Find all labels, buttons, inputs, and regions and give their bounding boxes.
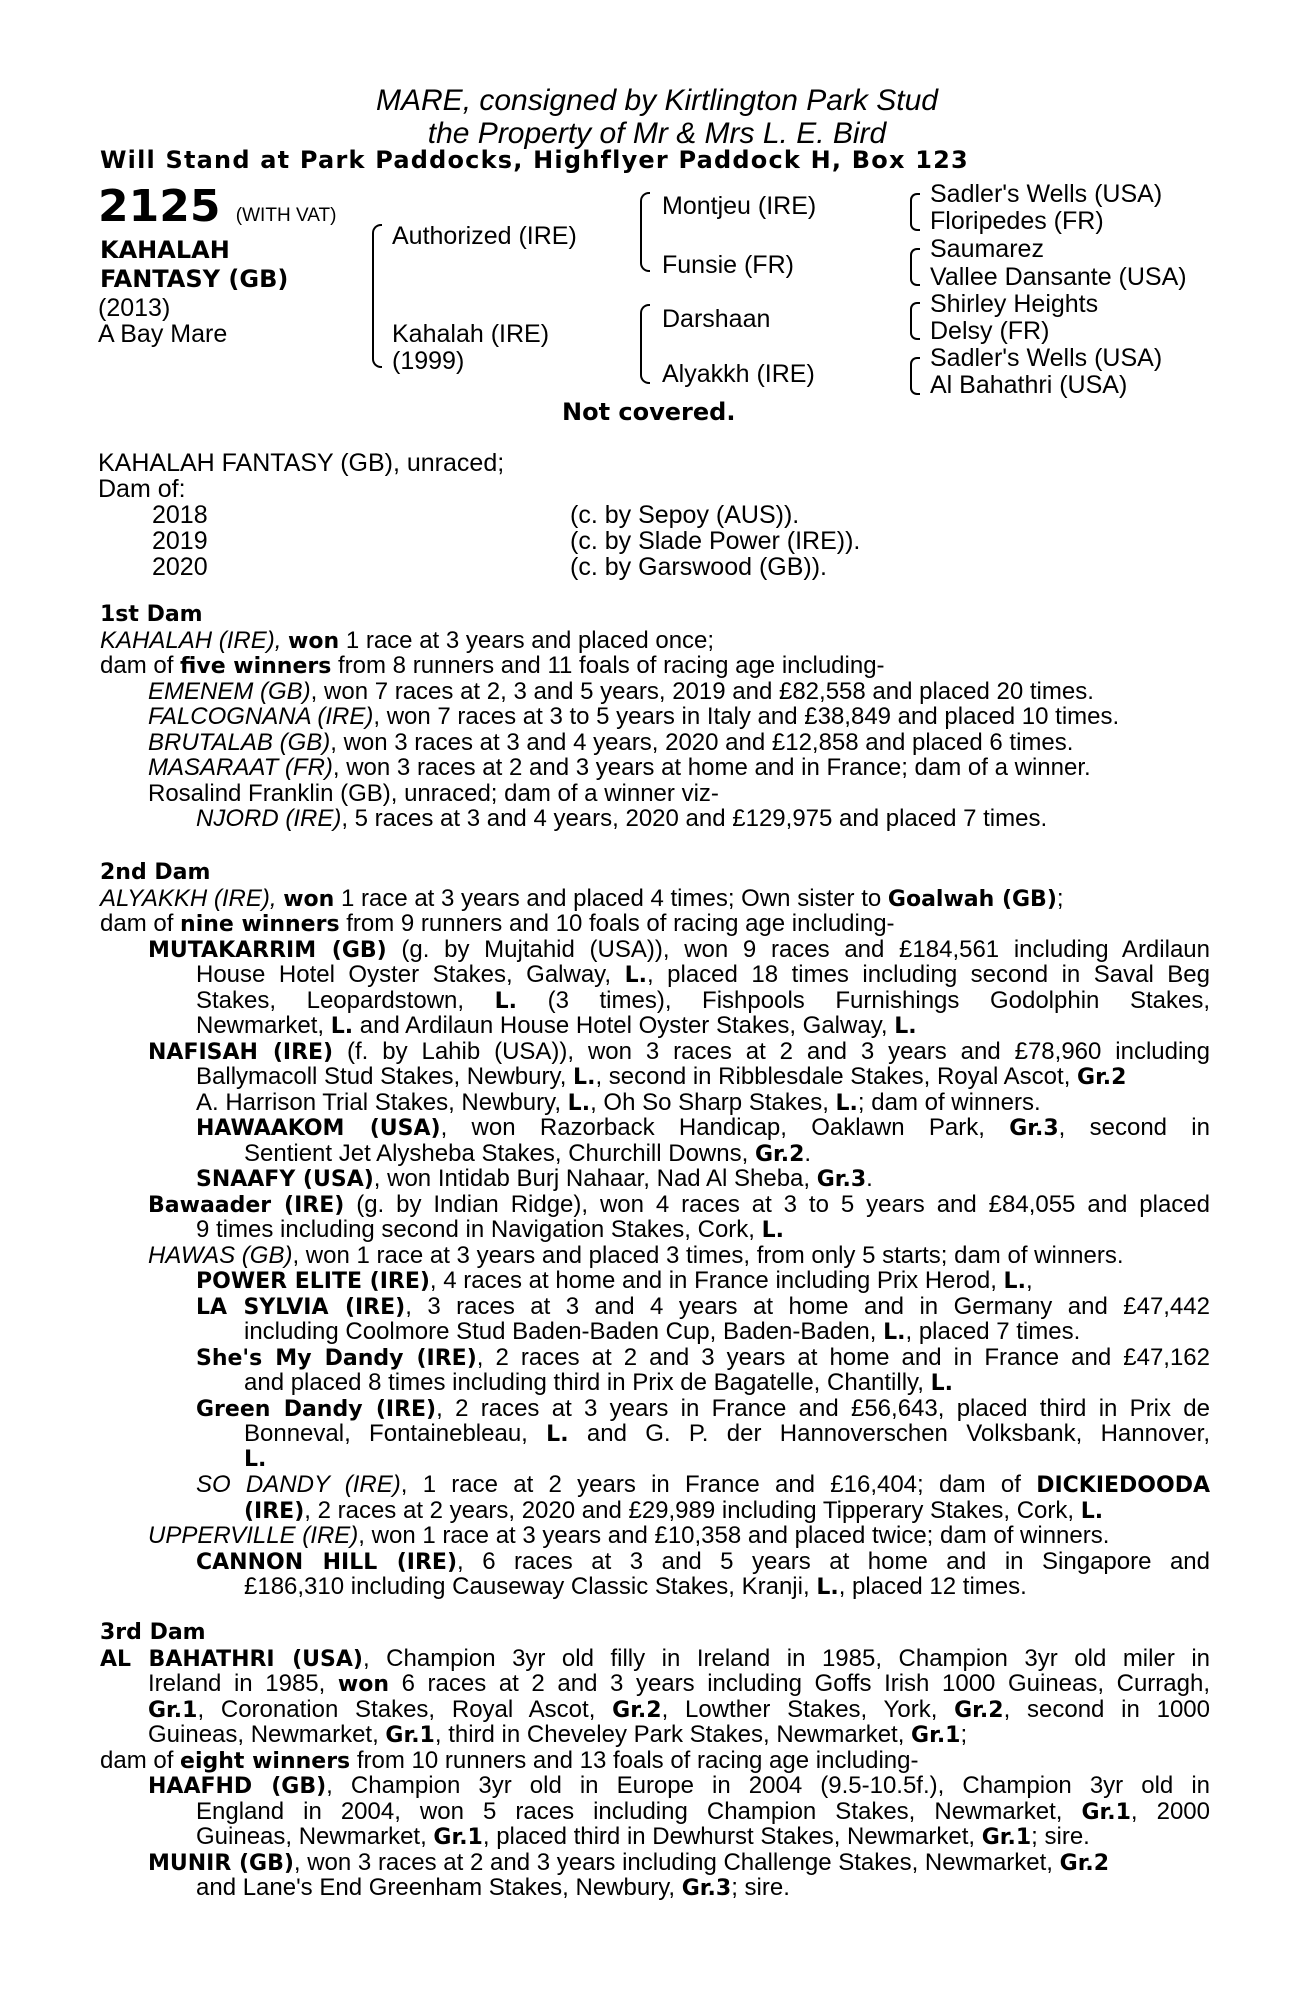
pedigree-dam-dam: Alyakkh (IRE) <box>662 360 815 388</box>
listed: L. <box>494 988 518 1013</box>
progeny-brutalab <box>100 730 1210 756</box>
text: Ireland in 1985, <box>148 1671 338 1697</box>
third-dam-summary <box>100 1748 1210 1774</box>
text: Sentient Jet Alysheba Stakes, Churchill Downs, <box>244 1139 755 1167</box>
text: and Ardilaun House Hotel Oyster Stakes, Galway, <box>353 1012 895 1039</box>
text: , 6 races at 3 and 5 years at home and in Singapore and <box>457 1548 1210 1574</box>
text: , won 7 races at 2, 3 and 5 years, 2019 and £82,558 and placed 20 times. <box>310 677 1094 705</box>
winners-count: eight winners <box>180 1748 351 1774</box>
winners-count: nine winners <box>180 912 340 937</box>
mutakarrim-line4 <box>100 1013 1210 1039</box>
text: ; dam of winners. <box>857 1088 1041 1116</box>
al-bahathri-line1 <box>100 1646 1210 1672</box>
pedigree-brace-ggp2 <box>910 248 920 286</box>
group: Gr.3 <box>1009 1116 1059 1141</box>
first-dam-name: KAHALAH (IRE), <box>100 626 289 654</box>
text: Ballymacoll Stud Stakes, Newbury, <box>196 1063 574 1090</box>
horse-name: UPPERVILLE (IRE) <box>148 1522 359 1549</box>
text: , won 3 races at 2 and 3 years including Challenge Stakes, Newmarket, <box>293 1848 1060 1876</box>
shes-my-dandy-line1 <box>196 1345 1210 1371</box>
vat-note: (WITH VAT) <box>235 205 337 226</box>
text: £186,310 including Causeway Classic Stakes, Kranji, <box>244 1573 817 1600</box>
horse-name: (IRE) <box>244 1498 305 1524</box>
pedigree-ggp-5: Shirley Heights <box>930 290 1099 318</box>
listed: L. <box>330 1014 354 1039</box>
listed: L. <box>835 1090 858 1116</box>
horse-name: HAWAS (GB) <box>148 1241 293 1269</box>
so-dandy-line2 <box>100 1498 1210 1524</box>
pedigree-dam-sire: Darshaan <box>662 305 771 333</box>
pedigree-brace-sire <box>640 192 650 272</box>
dam-of-label: Dam of: <box>98 475 186 503</box>
intro-line: KAHALAH FANTASY (GB), unraced; <box>98 449 505 477</box>
pedigree-ggp-8: Al Bahathri (USA) <box>930 371 1128 399</box>
group: Gr.2 <box>954 1697 1004 1722</box>
produce-year-2018: 2018 <box>152 501 208 529</box>
text: from 8 runners and 11 foals of racing age including- <box>331 652 885 679</box>
mutakarrim-line2 <box>196 962 1210 988</box>
text: , Coronation Stakes, Royal Ascot, <box>197 1696 613 1722</box>
text: , 4 races at home and in France including Prix Herod, <box>429 1267 1004 1294</box>
text: Guineas, Newmarket, <box>148 1721 386 1748</box>
al-bahathri-line2 <box>148 1671 1210 1697</box>
text: House Hotel Oyster Stakes, Galway, <box>196 962 625 988</box>
text: 1 race at 3 years and placed 4 times; Own sister to <box>334 884 888 912</box>
haafhd-line1 <box>148 1773 1210 1799</box>
pedigree-sire-dam: Funsie (FR) <box>662 251 794 279</box>
horse-name: SO DANDY (IRE) <box>196 1472 401 1498</box>
text: Bonneval, Fontainebleau, <box>244 1421 547 1447</box>
horse-name: SNAAFY (USA) <box>196 1167 374 1192</box>
text: , 2000 <box>1130 1798 1210 1824</box>
horse-name: BRUTALAB (GB) <box>148 728 331 756</box>
first-dam-heading: 1st Dam <box>100 602 203 627</box>
mutakarrim-line1 <box>148 937 1210 963</box>
stand-location: Will Stand at Park Paddocks, Highflyer Paddock H, Box 123 <box>100 146 969 174</box>
sister-name: Goalwah (GB) <box>887 886 1057 912</box>
al-bahathri-line3 <box>148 1697 1210 1723</box>
listed: L. <box>816 1575 839 1600</box>
group: Gr.3 <box>816 1167 867 1192</box>
second-dam-section <box>100 860 1210 1600</box>
text: , placed 7 times. <box>905 1318 1081 1345</box>
text: , 2 races at 2 and 3 years at home and in France and £47,162 <box>476 1344 1210 1370</box>
group: Gr.1 <box>1081 1799 1131 1824</box>
progeny-falcognana <box>100 704 1210 730</box>
pedigree-ggp-6: Delsy (FR) <box>930 317 1050 345</box>
text: (g. by Mujtahid (USA)), won 9 races and £184,561 including Ardilaun <box>386 936 1210 962</box>
second-dam-summary <box>100 911 1210 937</box>
text: , placed third in Dewhurst Stakes, Newmarket, <box>482 1823 982 1850</box>
horse-year: (2013) <box>98 294 171 322</box>
listed: L. <box>546 1422 569 1447</box>
horse-name: NJORD (IRE) <box>196 805 342 832</box>
horse-name: FALCOGNANA (IRE) <box>148 703 374 730</box>
group: Gr.2 <box>612 1697 662 1722</box>
text: Newmarket, <box>196 1012 331 1039</box>
text: , won 7 races at 3 to 5 years in Italy and £38,849 and placed 10 times. <box>373 703 1120 730</box>
pedigree-ggp-2: Floripedes (FR) <box>930 207 1104 235</box>
not-covered: Not covered. <box>562 398 736 426</box>
first-dam-line <box>100 628 1210 654</box>
text: , Champion 3yr old filly in Ireland in 1985, Champion 3yr old miler in <box>362 1645 1210 1671</box>
text: , <box>1025 1267 1033 1294</box>
produce-note-2019: (c. by Slade Power (IRE)). <box>570 527 861 555</box>
text: ; <box>960 1721 968 1748</box>
group: Gr.2 <box>1077 1065 1127 1090</box>
munir-line2 <box>100 1875 1210 1901</box>
group: Gr.2 <box>754 1141 805 1167</box>
group: Gr.3 <box>681 1876 732 1901</box>
haafhd-line2 <box>196 1799 1210 1825</box>
group: Gr.1 <box>385 1723 435 1748</box>
so-dandy-line1 <box>196 1472 1210 1498</box>
group: Gr.1 <box>911 1723 961 1748</box>
produce-note-2018: (c. by Sepoy (AUS)). <box>570 501 800 529</box>
power-elite-line <box>100 1268 1210 1294</box>
text: and G. P. der Hannoverschen Volksbank, Hannover, <box>568 1421 1210 1447</box>
text: from 10 runners and 13 foals of racing age including- <box>350 1746 919 1774</box>
horse-name: Green Dandy (IRE) <box>196 1396 437 1421</box>
snaafy-line <box>100 1166 1210 1192</box>
progeny-rosalind-franklin: Rosalind Franklin (GB), unraced; dam of a winner viz- <box>148 779 719 807</box>
text: ; <box>1056 884 1064 912</box>
text: , placed 12 times. <box>838 1573 1027 1600</box>
property-line: the Property of Mr & Mrs L. E. Bird <box>427 117 887 150</box>
horse-name: She's My Dandy (IRE) <box>196 1345 477 1370</box>
horse-name: Bawaader (IRE) <box>148 1192 345 1217</box>
progeny-njord <box>100 806 1210 832</box>
listed: L. <box>883 1320 906 1345</box>
listed: L. <box>894 1014 917 1039</box>
pedigree-brace-ggp1 <box>910 193 920 231</box>
text: , won 3 races at 2 and 3 years at home and in France; dam of a winner. <box>332 754 1091 781</box>
listed: L. <box>624 963 647 988</box>
dam-name: ALYAKKH (IRE), <box>100 884 284 912</box>
race-text: 1 race at 3 years and placed once; <box>339 626 715 654</box>
green-dandy-line3: L. <box>244 1446 267 1472</box>
produce-year-2019: 2019 <box>152 527 208 555</box>
text: and placed 8 times including third in Prix de Bagatelle, Chantilly, <box>244 1369 931 1396</box>
first-dam-summary <box>100 653 1210 679</box>
text: A. Harrison Trial Stakes, Newbury, <box>196 1088 568 1116</box>
text: , 3 races at 3 and 4 years at home and in Germany and £47,442 <box>405 1293 1210 1319</box>
text: , placed 18 times including second in Saval Beg <box>646 962 1210 988</box>
la-sylvia-line1 <box>196 1294 1210 1320</box>
bawaader-line1 <box>148 1192 1210 1218</box>
group: Gr.1 <box>148 1697 198 1722</box>
hawaakom-line2 <box>100 1141 1210 1167</box>
group: Gr.2 <box>1059 1850 1110 1876</box>
cannon-hill-line1 <box>196 1549 1210 1575</box>
pedigree-ggp-7: Sadler's Wells (USA) <box>930 344 1163 372</box>
munir-line1 <box>100 1850 1210 1876</box>
text: , won 1 race at 3 years and placed 3 times, from only 5 starts; dam of winners. <box>292 1241 1124 1269</box>
produce-note-2020: (c. by Garswood (GB)). <box>570 553 827 581</box>
text: , second in 1000 <box>1003 1696 1210 1722</box>
text: , 1 race at 2 years in France and £16,404; dam of <box>400 1472 1037 1498</box>
text: (3 times), Fishpools Furnishings Godolphin Stakes, <box>517 987 1210 1013</box>
horse-name: MUNIR (GB) <box>148 1850 294 1876</box>
text: ; sire. <box>1031 1823 1090 1850</box>
hawaakom-line1 <box>196 1115 1210 1141</box>
won-label: won <box>288 628 340 654</box>
second-dam-line <box>100 886 1210 912</box>
text: ; sire. <box>731 1874 790 1901</box>
third-dam-heading: 3rd Dam <box>100 1620 206 1645</box>
nafisah-line3 <box>100 1090 1210 1116</box>
horse-name: DICKIEDOODA <box>1036 1473 1210 1498</box>
lot-number <box>98 182 336 241</box>
haafhd-line3 <box>100 1824 1210 1850</box>
la-sylvia-line2 <box>100 1319 1210 1345</box>
listed: L. <box>573 1065 596 1090</box>
text: , 2 races at 3 years in France and £56,643, placed third in Prix de <box>436 1395 1210 1421</box>
horse-name: EMENEM (GB) <box>148 677 311 705</box>
winners-count: five winners <box>180 654 332 679</box>
text: , won 3 races at 3 and 4 years, 2020 and £12,858 and placed 6 times. <box>330 728 1074 756</box>
lot-number-value: 2125 <box>98 181 221 232</box>
bawaader-line2 <box>100 1217 1210 1243</box>
horse-name: LA SYLVIA (IRE) <box>196 1294 406 1319</box>
pedigree-brace-main <box>372 224 382 368</box>
group: Gr.1 <box>433 1825 483 1850</box>
text: from 9 runners and 10 foals of racing age including- <box>339 910 895 937</box>
text: , 5 races at 3 and 4 years, 2020 and £129,975 and placed 7 times. <box>341 805 1048 832</box>
horse-name: POWER ELITE (IRE) <box>196 1269 430 1294</box>
text: dam of <box>100 910 181 937</box>
won-label: won <box>283 886 335 912</box>
text: , third in Cheveley Park Stakes, Newmarket, <box>434 1721 912 1748</box>
text: , won Razorback Handicap, Oaklawn Park, <box>440 1115 1010 1141</box>
pedigree-ggp-1: Sadler's Wells (USA) <box>930 180 1163 208</box>
pedigree-dam: Kahalah (IRE) <box>392 320 550 348</box>
text: dam of <box>100 1746 181 1774</box>
text: , second in Ribblesdale Stakes, Royal Ascot, <box>595 1063 1078 1090</box>
listed: L. <box>930 1371 953 1396</box>
upperville-line <box>100 1523 1210 1549</box>
pedigree-brace-ggp3 <box>910 302 920 340</box>
al-bahathri-line4 <box>100 1722 1210 1748</box>
text: , Oh So Sharp Stakes, <box>590 1088 836 1116</box>
shes-my-dandy-line2 <box>100 1370 1210 1396</box>
cannon-hill-line2 <box>100 1574 1210 1600</box>
text: , won 1 race at 3 years and £10,358 and placed twice; dam of winners. <box>358 1522 1110 1549</box>
listed: L. <box>1003 1269 1026 1294</box>
won-label: won <box>337 1672 390 1697</box>
green-dandy-line2 <box>244 1421 1210 1447</box>
pedigree-sire: Authorized (IRE) <box>392 222 577 250</box>
third-dam-section <box>100 1620 1210 1901</box>
text: , second in <box>1058 1115 1210 1141</box>
text: Guineas, Newmarket, <box>196 1823 434 1850</box>
pedigree-ggp-3: Saumarez <box>930 235 1044 263</box>
pedigree-brace-ggp4 <box>910 357 920 395</box>
text: including Coolmore Stud Baden-Baden Cup, Baden-Baden, <box>244 1318 884 1345</box>
horse-name: NAFISAH (IRE) <box>148 1039 334 1064</box>
pedigree-brace-dam <box>640 304 650 384</box>
horse-name: AL BAHATHRI (USA) <box>100 1646 363 1671</box>
mutakarrim-line3 <box>196 988 1210 1014</box>
listed: L. <box>761 1218 785 1243</box>
text: , Champion 3yr old in Europe in 2004 (9.5-10.5f.), Champion 3yr old in <box>326 1773 1210 1799</box>
second-dam-heading: 2nd Dam <box>100 860 211 885</box>
progeny-emenem <box>100 679 1210 705</box>
first-dam-section <box>100 602 1210 832</box>
produce-year-2020: 2020 <box>152 553 208 581</box>
group: Gr.1 <box>981 1825 1032 1850</box>
horse-name: HAWAAKOM (USA) <box>196 1116 441 1141</box>
pedigree-sire-sire: Montjeu (IRE) <box>662 192 817 220</box>
horse-name: MUTAKARRIM (GB) <box>148 937 387 962</box>
text: . <box>866 1165 873 1192</box>
green-dandy-line1 <box>196 1396 1210 1422</box>
text: (f. by Lahib (USA)), won 3 races at 2 and 3 years and £78,960 including <box>333 1038 1210 1064</box>
horse-description: A Bay Mare <box>98 320 228 348</box>
text: (g. by Indian Ridge), won 4 races at 3 to 5 years and £84,055 and placed <box>344 1191 1210 1217</box>
horse-name-line1: KAHALAH <box>100 236 230 264</box>
text: , won Intidab Burj Nahaar, Nad Al Sheba, <box>373 1165 817 1192</box>
horse-name: CANNON HILL (IRE) <box>196 1549 458 1574</box>
nafisah-line2 <box>100 1064 1210 1090</box>
text: , 2 races at 2 years, 2020 and £29,989 including Tipperary Stakes, Cork, <box>304 1496 1081 1524</box>
text: , Lowther Stakes, York, <box>661 1696 955 1722</box>
horse-name: MASARAAT (FR) <box>148 754 333 781</box>
text: England in 2004, won 5 races including Champion Stakes, Newmarket, <box>196 1798 1082 1824</box>
pedigree-ggp-4: Vallee Dansante (USA) <box>930 263 1187 291</box>
progeny-masaraat <box>100 755 1210 781</box>
horse-name: HAAFHD (GB) <box>148 1774 327 1799</box>
text: . <box>804 1139 812 1167</box>
text: dam of <box>100 652 181 679</box>
pedigree-dam-year: (1999) <box>392 347 465 375</box>
text: Stakes, Leopardstown, <box>196 987 495 1013</box>
horse-name-line2: FANTASY (GB) <box>100 265 289 293</box>
listed: L. <box>1080 1498 1104 1524</box>
text: 6 races at 2 and 3 years including Goffs Irish 1000 Guineas, Curragh, <box>389 1671 1210 1697</box>
consignor-line: MARE, consigned by Kirtlington Park Stud <box>376 84 938 117</box>
nafisah-line1 <box>148 1039 1210 1065</box>
hawas-line <box>100 1243 1210 1269</box>
text: 9 times including second in Navigation Stakes, Cork, <box>196 1216 762 1243</box>
listed: L. <box>567 1090 591 1116</box>
text: and Lane's End Greenham Stakes, Newbury, <box>196 1874 682 1901</box>
